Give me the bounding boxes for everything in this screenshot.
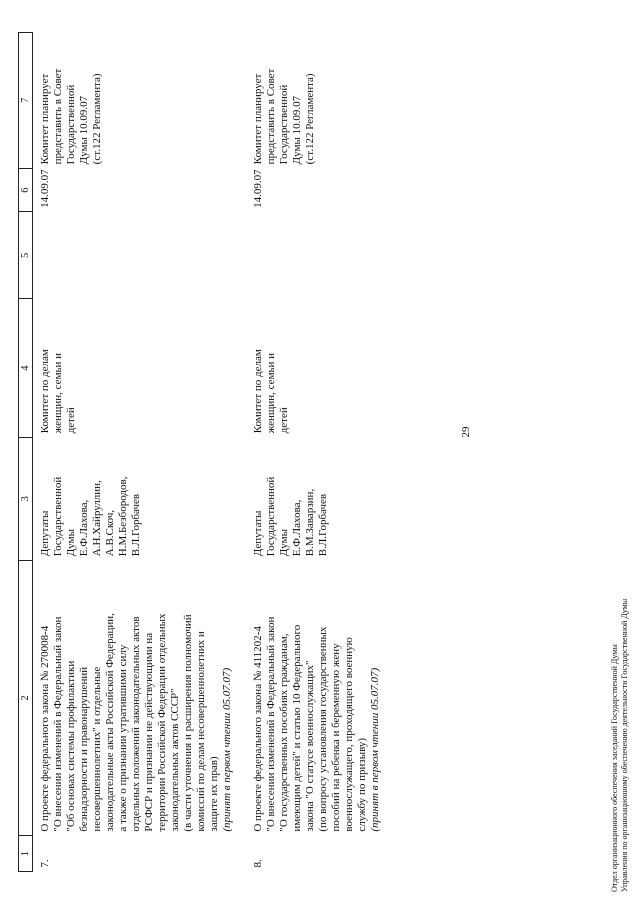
note-line: Думы 10.09.07	[78, 95, 90, 165]
page-number: 29	[460, 426, 472, 438]
note-line: Государственной	[65, 84, 77, 165]
column-number-header: 4	[19, 299, 33, 437]
bill-title-line: закона "О статусе военнослужащих"	[304, 660, 316, 832]
bill-title-line: имеющим детей" и статью 10 Федерального	[291, 624, 303, 832]
committee-line: детей	[65, 407, 77, 434]
column-number-row	[19, 33, 33, 872]
bill-title-line: "О внесении изменений в Федеральный закон	[52, 616, 64, 832]
note-line: Комитет планирует	[39, 73, 51, 165]
bill-status: (принят в первом чтении 05.07.07)	[369, 667, 381, 832]
row-number: 8.	[252, 859, 264, 868]
author-line: Депутаты	[252, 510, 264, 557]
column-5-cell	[234, 212, 382, 299]
bill-title-line: несовершеннолетних" и отдельные	[91, 666, 103, 832]
bill-title-line: комиссий по делам несовершеннолетних и	[195, 631, 207, 832]
bill-title-line: РСФСР и признании не действующими на	[143, 632, 155, 832]
committee-line: женщин, семьи и	[265, 352, 277, 434]
date-cell: 14.09.07	[252, 169, 264, 208]
committee-line: Комитет по делам	[39, 349, 51, 434]
bill-title-line: защите их прав)	[208, 756, 220, 832]
author-line: А.Н.Хайруллин,	[91, 480, 103, 557]
table-row	[33, 33, 235, 872]
author-line: В.Л.Горбачев	[317, 493, 329, 557]
author-line: Думы	[65, 529, 77, 557]
row-number: 7.	[39, 859, 51, 868]
bills-table	[18, 32, 382, 872]
note-line: представить в Совет	[265, 68, 277, 165]
bill-title-line: (по вопросу установления государственных	[317, 626, 329, 832]
bill-title-line: пособий на ребенка и беременную жену	[330, 643, 342, 832]
author-line: В.Л.Горбачев	[130, 493, 142, 557]
committee-cell	[33, 299, 235, 437]
bill-status: (принят в первом чтении 05.07.07)	[221, 667, 233, 832]
bill-title-line: О проекте федерального закона № 411202-4	[252, 626, 264, 832]
column-5-cell	[33, 212, 235, 299]
committee-line: Комитет по делам	[252, 349, 264, 434]
note-line: (ст.122 Регламента)	[304, 73, 316, 165]
author-line: В.М.Заварзин,	[304, 488, 316, 557]
bill-title-line: военнослужащего, проходящего военную	[343, 637, 355, 832]
bill-title-line: (в части уточнения и расширения полномочий	[182, 614, 194, 832]
footer-line: Управления по организационному обеспечению деятельности Государственной Думы	[620, 598, 629, 892]
note-line: (ст.122 Регламента)	[91, 73, 103, 165]
column-number-header: 1	[19, 836, 33, 872]
footer	[610, 599, 630, 892]
committee-line: детей	[278, 407, 290, 434]
column-number-header: 3	[19, 437, 33, 560]
column-number-header: 5	[19, 212, 33, 299]
bill-title-line: отдельных положений законодательных актов	[130, 616, 142, 832]
column-number-header: 6	[19, 168, 33, 212]
note-line: представить в Совет	[52, 68, 64, 165]
footer-line: Отдел организационного обеспечения заседаний Государственной Думы	[610, 644, 619, 892]
author-line: А.В.Скоч,	[104, 509, 116, 557]
note-cell	[33, 33, 235, 169]
bill-title-cell	[234, 560, 382, 835]
bill-title-line: службу по призыву)	[356, 737, 368, 832]
author-line: Думы	[278, 529, 290, 557]
bill-title-line: "О государственных пособиях гражданам,	[278, 633, 290, 832]
date-cell: 14.09.07	[39, 169, 51, 208]
note-line: Государственной	[278, 84, 290, 165]
bill-title-line: О проекте федерального закона № 270008-4	[39, 625, 51, 832]
bill-title-line: "О внесении изменений в Федеральный закон	[265, 616, 277, 832]
note-line: Комитет планирует	[252, 73, 264, 165]
note-cell	[234, 33, 382, 169]
author-line: Н.М.Безбородов,	[117, 476, 129, 557]
table-row	[234, 33, 382, 872]
author-line: Государственной	[52, 476, 64, 557]
bill-title-line: а также о признании утратившими силу	[117, 644, 129, 832]
bill-title-line: законодательных актов СССР"	[169, 688, 181, 832]
committee-line: женщин, семьи и	[52, 352, 64, 434]
author-line: Государственной	[265, 476, 277, 557]
authors-cell	[234, 437, 382, 560]
author-line: Е.Ф.Лахова,	[291, 499, 303, 557]
author-line: Е.Ф.Лахова,	[78, 499, 90, 557]
bill-title-line: законодательные акты Российской Федерации,	[104, 613, 116, 832]
bill-title-line: "Об основах системы профилактики	[65, 660, 77, 832]
note-line: Думы 10.09.07	[291, 95, 303, 165]
committee-cell	[234, 299, 382, 437]
column-number-header: 7	[19, 33, 33, 169]
bill-title-line: территории Российской Федерации отдельных	[156, 613, 168, 832]
author-line: Депутаты	[39, 510, 51, 557]
column-number-header: 2	[19, 560, 33, 835]
bill-title-cell	[33, 560, 235, 835]
authors-cell	[33, 437, 235, 560]
bill-title-line: безнадзорности и правонарушений	[78, 666, 90, 832]
